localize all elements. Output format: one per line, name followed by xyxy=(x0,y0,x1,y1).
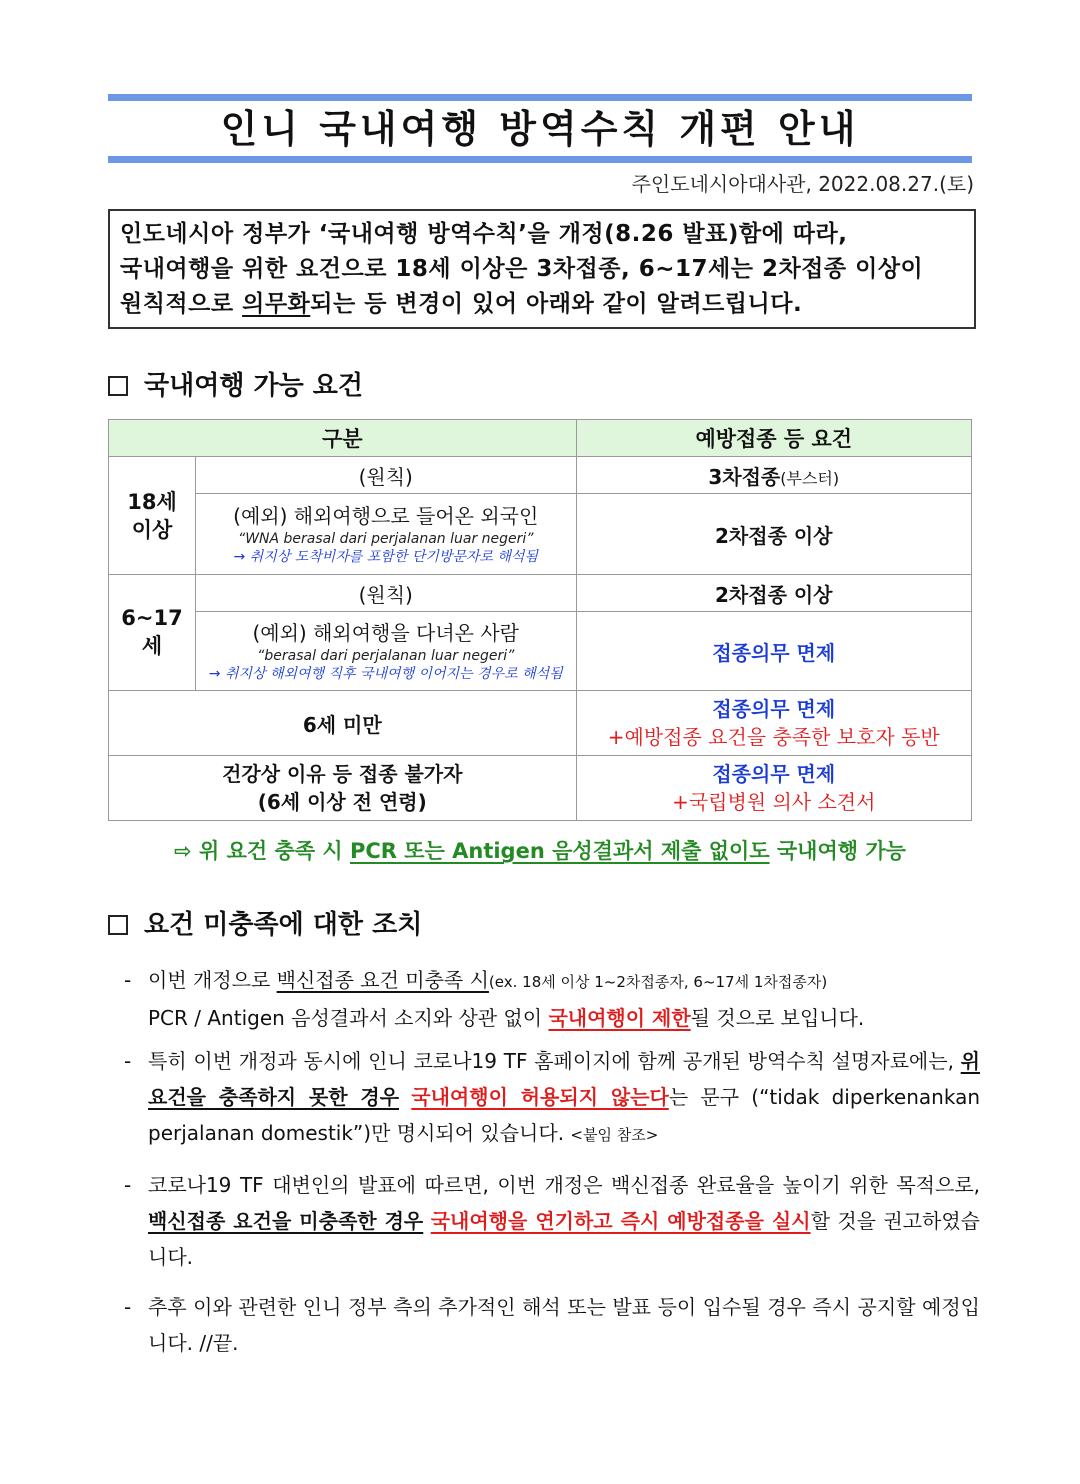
list-item xyxy=(124,1167,980,1275)
page-title: 인니 국내여행 방역수칙 개편 안내 xyxy=(220,107,860,151)
bullet-dash: - xyxy=(124,1295,132,1319)
result-underlined: PCR 또는 Antigen 음성결과서 제출 없이도 xyxy=(349,839,770,863)
item-1-example: (ex. 18세 이상 1~2차접종자, 6~17세 1차접종자) xyxy=(488,973,828,991)
group-adult: 18세 이상 xyxy=(109,457,196,575)
adult-exception-label: (예외) 해외여행으로 들어온 외국인 xyxy=(233,504,539,528)
group-youth: 6~17세 xyxy=(109,575,196,691)
table-header-row xyxy=(109,420,972,457)
youth-exception-cell xyxy=(195,612,576,691)
health-group-line-1: 건강상 이유 등 접종 불가자 xyxy=(222,762,463,786)
item-2-underlined: 위 요건을 충족하지 못한 경우 xyxy=(148,1049,980,1109)
adult-exception-cell xyxy=(195,494,576,575)
adult-principle-req xyxy=(576,457,971,494)
section-title-requirements-text: 국내여행 가능 요건 xyxy=(144,371,364,401)
intro-line-1: 인도네시아 정부가 ‘국내여행 방역수칙’을 개정(8.26 발표)함에 따라, xyxy=(120,221,848,247)
health-req-sub: +국립병원 의사 소견서 xyxy=(672,790,876,814)
health-req-main: 접종의무 면제 xyxy=(712,762,836,786)
item-1-f: 될 것으로 보입니다. xyxy=(690,1006,865,1030)
item-2-attachment: <붙임 참조> xyxy=(570,1126,659,1144)
item-1-underlined: 백신접종 요건 미충족 시 xyxy=(276,968,489,992)
title-bottom-rule xyxy=(108,156,972,163)
intro-line-3-post: 되는 등 변경이 있어 아래와 같이 알려드립니다. xyxy=(310,291,803,317)
item-1-d: PCR / Antigen 음성결과서 소지와 상관 없이 xyxy=(148,1006,549,1030)
table-row xyxy=(109,575,972,612)
bullet-dash: - xyxy=(124,968,132,992)
item-1-text xyxy=(148,962,980,1036)
youth-exception-note: → 취지상 해외여행 직후 국내여행 이어지는 경우로 해석됨 xyxy=(208,666,563,682)
result-pre: 위 요건 충족 시 xyxy=(198,839,350,863)
youth-exception-quote: “berasal dari perjalanan luar negeri” xyxy=(257,648,515,664)
checkbox-square-icon xyxy=(108,376,128,396)
section-title-measures-text: 요건 미충족에 대한 조치 xyxy=(144,910,423,940)
adult-exception-req: 2차접종 이상 xyxy=(576,494,971,575)
title-top-rule xyxy=(108,94,972,101)
item-3-e: 할 것을 권고하였습니다. xyxy=(148,1209,980,1269)
list-item xyxy=(124,962,980,1036)
requirements-table xyxy=(108,419,972,821)
health-req xyxy=(576,756,971,821)
adult-principle-req-sub: (부스터) xyxy=(780,468,840,488)
result-post: 국내여행 가능 xyxy=(769,839,906,863)
item-3-space xyxy=(423,1209,430,1233)
group-under6: 6세 미만 xyxy=(109,691,577,756)
table-row xyxy=(109,756,972,821)
under6-req xyxy=(576,691,971,756)
item-3-a: 코로나19 TF 대변인의 발표에 따르면, 이번 개정은 백신접종 완료율을 높이기 위한 목적으로, xyxy=(148,1173,981,1197)
issuer-date: 주인도네시아대사관, 2022.08.27.(토) xyxy=(631,172,974,196)
table-row xyxy=(109,457,972,494)
item-3-underlined: 백신접종 요건을 미충족한 경우 xyxy=(148,1209,424,1233)
header-category: 구분 xyxy=(109,420,577,457)
item-1-a: 이번 개정으로 xyxy=(148,968,277,992)
intro-line-3 xyxy=(120,287,968,322)
youth-principle-req: 2차접종 이상 xyxy=(576,575,971,612)
under6-req-sub: +예방접종 요건을 충족한 보호자 동반 xyxy=(607,725,940,749)
youth-exception-req: 접종의무 면제 xyxy=(576,612,971,691)
item-2-e: 는 문구 (“tidak diperkenankan perjalanan domestik”)만 명시되어 있습니다. xyxy=(148,1085,981,1145)
under6-req-main: 접종의무 면제 xyxy=(712,697,836,721)
intro-line-2: 국내여행을 위한 요건으로 18세 이상은 3차접종, 6~17세는 2차접종 이상이 xyxy=(120,256,924,282)
item-3-text xyxy=(148,1167,980,1275)
intro-mandatory-underlined: 의무화 xyxy=(242,291,311,317)
bullet-dash: - xyxy=(124,1173,132,1197)
adult-principle-req-main: 3차접종 xyxy=(708,464,781,489)
list-item xyxy=(124,1289,980,1361)
header-requirement: 예방접종 등 요건 xyxy=(576,420,971,457)
item-2-highlight: 국내여행이 허용되지 않는다 xyxy=(411,1085,669,1109)
table-row xyxy=(109,612,972,691)
health-group-line-2: (6세 이상 전 연령) xyxy=(257,790,427,814)
checkbox-square-icon xyxy=(108,915,128,935)
adult-exception-note: → 취지상 도착비자를 포함한 단기방문자로 해석됨 xyxy=(233,549,538,565)
bullet-dash: - xyxy=(124,1049,132,1073)
section-title-requirements xyxy=(108,368,363,404)
item-2-a: 특히 이번 개정과 동시에 인니 코로나19 TF 홈페이지에 함께 공개된 방역수칙 설명자료에는, xyxy=(148,1049,961,1073)
item-1-highlight: 국내여행이 제한 xyxy=(548,1006,691,1030)
table-row xyxy=(109,691,972,756)
item-4-text: 추후 이와 관련한 인니 정부 측의 추가적인 해석 또는 발표 등이 입수될 경우 즉시 공지할 예정입니다. //끝. xyxy=(148,1295,980,1355)
list-item xyxy=(124,1043,980,1153)
intro-line-3-pre: 원칙적으로 xyxy=(120,291,243,317)
intro-box xyxy=(108,209,976,329)
item-3-highlight: 국내여행을 연기하고 즉시 예방접종을 실시 xyxy=(430,1209,811,1233)
item-2-space xyxy=(399,1085,411,1109)
youth-exception-label: (예외) 해외여행을 다녀온 사람 xyxy=(252,621,519,645)
table-row xyxy=(109,494,972,575)
section-title-measures xyxy=(108,907,422,943)
adult-exception-quote: “WNA berasal dari perjalanan luar negeri” xyxy=(237,531,534,547)
youth-principle-label: (원칙) xyxy=(195,575,576,612)
item-2-text xyxy=(148,1043,980,1153)
result-note xyxy=(108,835,972,867)
group-health xyxy=(109,756,577,821)
arrow-icon: ⇨ xyxy=(174,839,192,863)
adult-principle-label: (원칙) xyxy=(195,457,576,494)
